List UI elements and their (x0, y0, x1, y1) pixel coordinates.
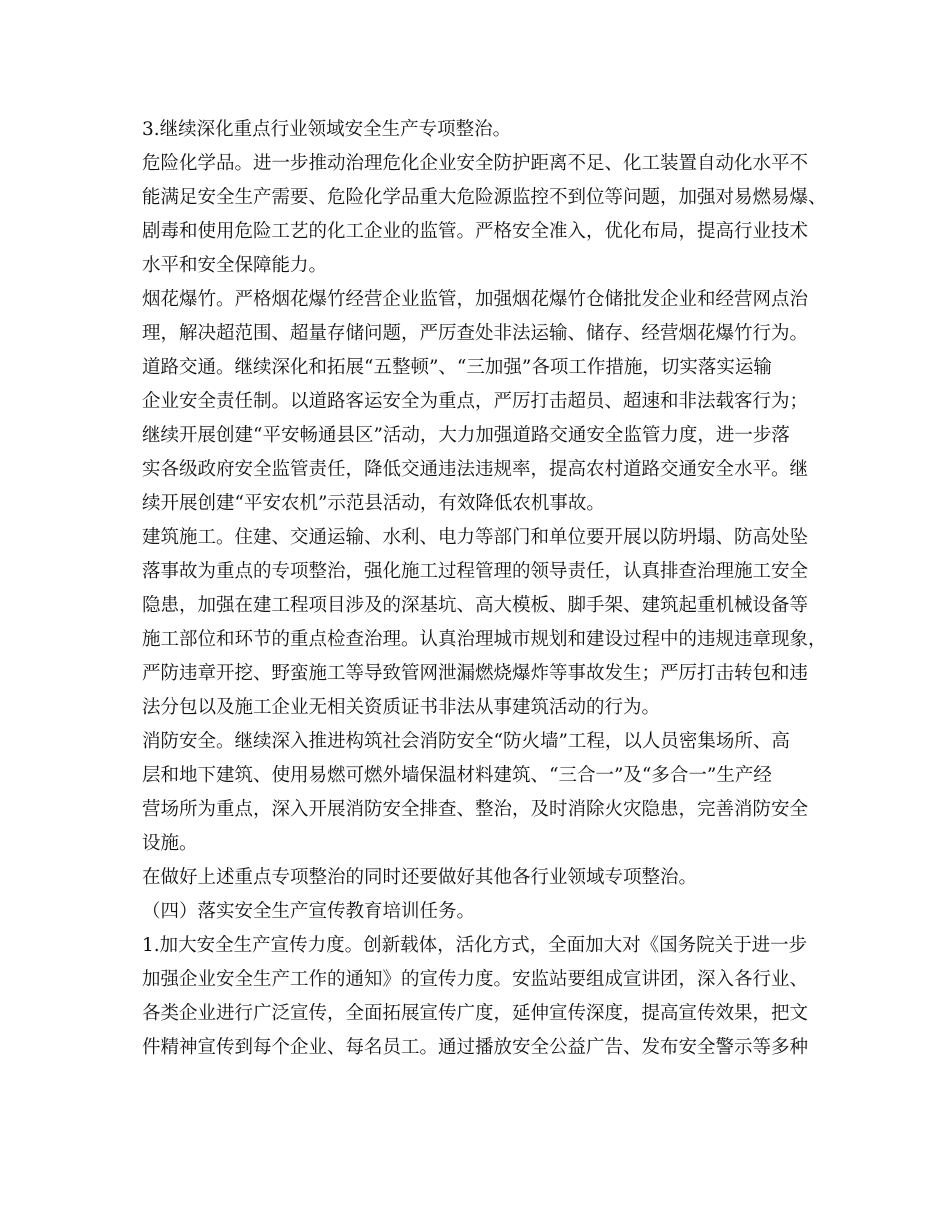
paragraph-line: 各类企业进行广泛宣传，全面拓展宣传广度，延伸宣传深度，提高宣传效果，把文 (142, 1003, 809, 1024)
paragraph-line: 水平和安全保障能力。 (142, 255, 328, 276)
paragraph-line: 件精神宣传到每个企业、每名员工。通过播放安全公益广告、发布安全警示等多种 (142, 1037, 809, 1058)
paragraph-line: 施工部位和环节的重点检查治理。认真治理城市规划和建设过程中的违规违章现象， (142, 629, 827, 650)
paragraph-line: 建筑施工。住建、交通运输、水利、电力等部门和单位要开展以防坍塌、防高处坠 (142, 527, 809, 548)
document-body (142, 113, 832, 1065)
paragraph-line: 续开展创建“平安农机”示范县活动，有效降低农机事故。 (142, 493, 605, 514)
paragraph-line: 消防安全。继续深入推进构筑社会消防安全“防火墙”工程，以人员密集场所、高 (142, 731, 790, 752)
section-heading: 3.继续深化重点行业领域安全生产专项整治。 (142, 119, 512, 140)
paragraph-line: 道路交通。继续深化和拓展“五整顿”、“三加强”各项工作措施，切实落实运输 (142, 357, 772, 378)
paragraph-line: 营场所为重点，深入开展消防安全排查、整治，及时消除火灾隐患，完善消防安全 (142, 799, 809, 820)
paragraph-line: 理，解决超范围、超量存储问题，严厉查处非法运输、储存、经营烟花爆竹行为。 (142, 323, 809, 344)
paragraph-line: 层和地下建筑、使用易燃可燃外墙保温材料建筑、“三合一”及“多合一”生产经 (142, 765, 772, 786)
paragraph-line: 1.加大安全生产宣传力度。创新载体，活化方式，全面加大对《国务院关于进一步 (142, 935, 808, 956)
paragraph-line: 加强企业安全生产工作的通知》的宣传力度。安监站要组成宣讲团，深入各行业、 (142, 969, 809, 990)
section-heading: （四）落实安全生产宣传教育培训任务。 (142, 901, 476, 922)
paragraph-line: 实各级政府安全监管责任，降低交通违法违规率，提高农村道路交通安全水平。继 (142, 459, 809, 480)
paragraph-line: 剧毒和使用危险工艺的化工企业的监管。严格安全准入，优化布局，提高行业技术 (142, 221, 809, 242)
paragraph-line: 在做好上述重点专项整治的同时还要做好其他各行业领域专项整治。 (142, 867, 698, 888)
paragraph-line: 法分包以及施工企业无相关资质证书非法从事建筑活动的行为。 (142, 697, 661, 718)
paragraph-line: 落事故为重点的专项整治，强化施工过程管理的领导责任，认真排查治理施工安全 (142, 561, 809, 582)
paragraph-line: 能满足安全生产需要、危险化学品重大危险源监控不到位等问题，加强对易燃易爆、 (142, 187, 827, 208)
paragraph-line: 严防违章开挖、野蛮施工等导致管网泄漏燃烧爆炸等事故发生；严厉打击转包和违 (142, 663, 809, 684)
paragraph-line: 设施。 (142, 833, 198, 854)
paragraph-line: 隐患，加强在建工程项目涉及的深基坑、高大模板、脚手架、建筑起重机械设备等 (142, 595, 809, 616)
paragraph-line: 企业安全责任制。以道路客运安全为重点，严厉打击超员、超速和非法载客行为； (142, 391, 809, 412)
paragraph-line: 继续开展创建“平安畅通县区”活动，大力加强道路交通安全监管力度，进一步落 (142, 425, 790, 446)
paragraph-line: 烟花爆竹。严格烟花爆竹经营企业监管，加强烟花爆竹仓储批发企业和经营网点治 (142, 289, 809, 310)
paragraph-line: 危险化学品。进一步推动治理危化企业安全防护距离不足、化工装置自动化水平不 (142, 153, 809, 174)
